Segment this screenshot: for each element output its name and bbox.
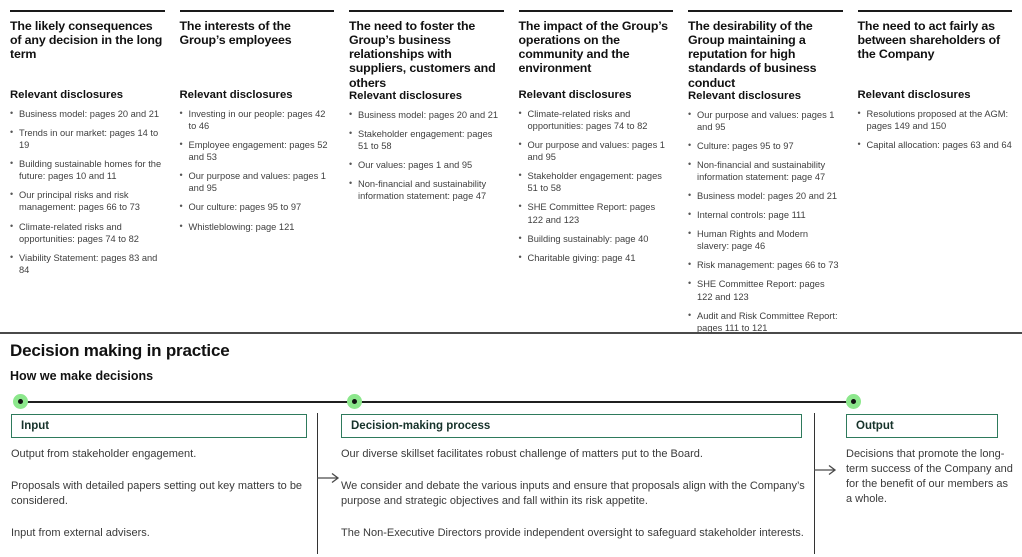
disclosure-text: Non-financial and sustainability information statement: page 47 [358,179,487,202]
disclosure-text: Viability Statement: pages 83 and 84 [19,252,158,275]
bullet-icon: • [518,170,522,181]
list-item [519,170,674,194]
bullet-icon: • [349,108,353,119]
disclosure-text: Climate-related risks and opportunities: pages 74 to 82 [19,221,139,244]
relevant-disclosures-label: Relevant disclosures [10,89,124,101]
list-item [519,233,674,245]
bullet-icon: • [688,259,692,270]
bullet-icon: • [518,201,522,212]
stage-label: Decision-making process [351,420,491,432]
disclosure-list [519,108,674,264]
relevant-disclosures-label: Relevant disclosures [179,89,293,101]
decision-process-stage-text [341,447,819,557]
stage-paragraph: We consider and debate the various inputs and ensure that proposals align with the Company’s purpose and strategic objectives and fall within its risk appetite. [341,479,805,507]
disclosure-text: Business model: pages 20 and 21 [19,109,160,119]
column-shareholder-fairness [858,10,1013,341]
disclosure-text: Our values: pages 1 and 95 [358,159,473,170]
bullet-icon: • [10,220,14,231]
list-item [10,189,165,213]
disclosure-text: Investing in our people: pages 42 to 46 [188,109,326,132]
list-item [180,108,335,132]
bullet-icon: • [179,220,183,231]
disclosure-list [858,108,1013,151]
stage-paragraph: Input from external advisers. [11,526,150,539]
disclosure-text: Our culture: pages 95 to 97 [188,202,302,213]
list-item [519,252,674,264]
bullet-icon: • [857,139,861,150]
stage-paragraph: Proposals with detailed papers setting out key matters to be considered. [11,479,303,507]
bullet-icon: • [349,178,353,189]
stage-paragraph: Output from stakeholder engagement. [11,448,197,460]
list-item [688,190,843,202]
list-item [519,139,674,163]
arrow-right-icon [814,463,840,477]
disclosure-text: Our purpose and values: pages 1 and 95 [188,171,326,194]
disclosure-text: Building sustainable homes for the future: pages 10 and 11 [19,159,162,182]
bullet-icon: • [179,201,183,212]
bullet-icon: • [10,189,14,200]
stage-label: Output [856,420,894,432]
disclosure-text: Culture: pages 95 to 97 [697,140,794,151]
relevant-disclosures-label: Relevant disclosures [518,89,632,101]
timeline-dot [13,394,28,409]
disclosure-text: SHE Committee Report: pages 122 and 123 [697,279,825,302]
column-heading: The desirability of the Group maintaining a reputation for high standards of business conduct [688,19,817,90]
disclosure-text: Internal controls: page 111 [697,210,806,221]
bullet-icon: • [518,232,522,243]
list-item [688,278,843,302]
input-stage-text [11,447,306,557]
flow-divider [814,413,815,554]
stage-paragraph: Our diverse skillset facilitates robust challenge of matters put to the Board. [341,448,703,460]
arrow-right-icon [317,471,343,485]
section-title: Decision making in practice [10,341,230,360]
bullet-icon: • [688,108,692,119]
list-item [10,127,165,151]
list-item [688,228,843,252]
disclosure-text: Human Rights and Modern slavery: page 46 [697,229,809,252]
disclosure-text: Our purpose and values: pages 1 and 95 [527,140,665,163]
bullet-icon: • [688,190,692,201]
timeline-dot [846,394,861,409]
output-stage-box [846,414,998,438]
bullet-icon: • [688,278,692,289]
relevant-disclosures-label: Relevant disclosures [857,89,971,101]
list-item [858,139,1013,151]
section-subtitle: How we make decisions [10,369,154,383]
column-heading: The interests of the Group’s employees [179,19,292,48]
bullet-icon: • [688,158,692,169]
bullet-icon: • [10,251,14,262]
disclosure-text: Trends in our market: pages 14 to 19 [19,128,159,151]
disclosure-text: Our principal risks and risk management: pages 66 to 73 [19,190,140,213]
bullet-icon: • [179,108,183,118]
timeline-dot [347,394,362,409]
relevant-disclosures-label: Relevant disclosures [688,89,802,102]
bullet-icon: • [179,139,183,150]
disclosure-text: Business model: pages 20 and 21 [358,109,499,120]
bullet-icon: • [349,127,353,138]
bullet-icon: • [10,127,14,138]
list-item [349,178,504,202]
disclosure-text: Employee engagement: pages 52 and 53 [188,140,328,163]
disclosure-text: Stakeholder engagement: pages 51 to 58 [358,128,493,151]
stage-paragraph: The Non-Executive Directors provide independent oversight to safeguard stakeholder interests. [341,526,804,539]
disclosure-text: Business model: pages 20 and 21 [697,191,838,202]
list-item [688,159,843,183]
bullet-icon: • [857,108,861,118]
disclosure-list [10,108,165,276]
bullet-icon: • [518,251,522,262]
list-item [10,158,165,182]
bullet-icon: • [518,139,522,150]
column-heading: The need to foster the Group’s business relationships with suppliers, customers and others [349,19,496,90]
list-item [10,252,165,276]
disclosure-list [688,109,843,334]
list-item [688,259,843,271]
list-item [349,128,504,152]
list-item [688,109,843,133]
column-heading: The likely consequences of any decision in the long term [10,19,163,62]
disclosure-list [349,109,504,202]
column-long-term-consequences [10,10,165,341]
column-business-relationships [349,10,504,341]
column-business-conduct [688,10,843,341]
bullet-icon: • [688,228,692,239]
column-employee-interests [180,10,335,341]
disclosure-text: SHE Committee Report: pages 122 and 123 [527,202,656,225]
disclosure-text: Resolutions proposed at the AGM: pages 149 and 150 [866,109,1009,132]
disclosure-text: Capital allocation: pages 63 and 64 [866,140,1012,151]
input-stage-box [11,414,307,438]
bullet-icon: • [179,170,183,181]
list-item [180,201,335,213]
relevant-disclosures-label: Relevant disclosures [349,89,463,102]
bullet-icon: • [688,309,692,320]
list-item [349,109,504,121]
column-heading: The need to act fairly as between shareholders of the Company [857,19,1001,62]
list-item [688,140,843,152]
list-item [180,170,335,194]
disclosure-text: Charitable giving: page 41 [527,252,636,263]
bullet-icon: • [349,158,353,169]
list-item [349,159,504,171]
section-divider [0,332,1022,334]
stage-label: Input [21,420,50,432]
disclosure-text: Climate-related risks and opportunities: pages 74 to 82 [527,109,648,132]
column-heading: The impact of the Group’s operations on the community and the environment [518,19,668,76]
list-item [10,221,165,245]
disclosure-list [180,108,335,233]
disclosure-text: Whistleblowing: page 121 [188,221,295,232]
list-item [10,108,165,120]
stage-paragraph: Decisions that promote the long-term success of the Company and for the benefit of our members as a whole. [846,448,1013,505]
disclosure-text: Building sustainably: page 40 [527,233,649,244]
list-item [858,108,1013,132]
list-item [519,201,674,225]
output-stage-text [846,447,1016,523]
timeline-line [20,401,854,403]
bullet-icon: • [10,158,14,169]
bullet-icon: • [10,108,14,118]
list-item [688,209,843,221]
bullet-icon: • [518,108,522,118]
decision-process-stage-box [341,414,802,438]
disclosure-text: Audit and Risk Committee Report: pages 111 to 121 [697,310,838,333]
list-item [180,139,335,163]
column-community-environment [519,10,674,341]
disclosure-text: Our purpose and values: pages 1 and 95 [697,109,835,132]
bullet-icon: • [688,139,692,150]
list-item [180,221,335,233]
disclosure-text: Stakeholder engagement: pages 51 to 58 [527,171,662,194]
disclosure-text: Risk management: pages 66 to 73 [697,260,839,271]
list-item [519,108,674,132]
disclosure-text: Non-financial and sustainability information statement: page 47 [697,159,826,183]
list-item [688,310,843,334]
bullet-icon: • [688,209,692,220]
